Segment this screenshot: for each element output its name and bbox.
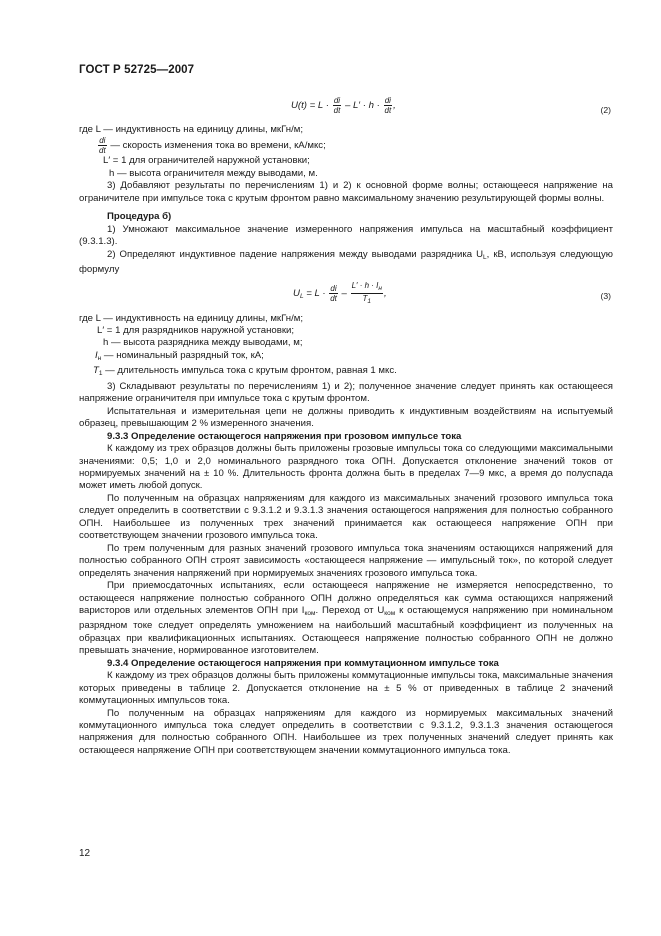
- subscript: 1: [367, 297, 372, 305]
- formula-2-lhs: U(t) = L ·: [291, 100, 329, 112]
- formula-2-middle: – L′ · h ·: [344, 100, 380, 112]
- section-9-3-3-paragraph-2: По полученным на образцах напряжениям для каждого из максимальных значений грозового импульса тока следует определить в соответствии с 9.3.1.2 и 9.3.1.3 значения остающегося напряжения для полностью собранного ОПН. Наибольшее из полученных трех значений принимается как остающееся напряжение ОПН при соответствующем значении грозового импульса тока.: [79, 492, 613, 542]
- document-header: ГОСТ Р 52725—2007: [79, 64, 195, 76]
- definition-l-prime: L′ = 1 для ограничителей наружной установки;: [103, 155, 310, 167]
- definition-fraction: [98, 136, 107, 155]
- section-9-3-3-title: 9.3.3 Определение остающегося напряжения при грозовом импульсе тока: [107, 430, 462, 442]
- fraction-numerator: di: [330, 283, 337, 293]
- definition-duration: [79, 365, 613, 380]
- subscript: L: [483, 253, 487, 261]
- symbol: T: [93, 365, 99, 377]
- subscript: L: [299, 292, 304, 300]
- procedure-b-step-2: [79, 249, 613, 277]
- section-9-3-3-paragraph-4: [79, 580, 613, 658]
- definition-height-2: h — высота разрядника между выводами, м;: [103, 337, 303, 349]
- definitions-block-1: [79, 124, 613, 205]
- fraction-denominator: dt: [99, 146, 106, 156]
- fraction-numerator: [351, 281, 383, 294]
- section-9-3-4-paragraph-2: По полученным на образцах напряжениям для каждого из нормируемых максимальных значений коммутационного импульса тока следует определить в соответствии с 9.3.1.2, 9.3.1.3 значения остающегося напряжения для полностью собранного ОПН. Наибольшее из трех полученных значений следует принять как остающееся напряжение ОПН при соответствующем значении коммутационного импульса тока.: [79, 707, 613, 756]
- fraction-denominator: dt: [384, 106, 392, 115]
- paragraph-text: При приемосдаточных испытаниях, если остающееся напряжение не измеряется непосредственно, то остающееся напряжение полностью собранного ОПН должно определяться как сумма остающихся напряжений варисторов или отдельных элементов ОПН при I: [79, 580, 613, 616]
- formula-3-tail: ,: [383, 287, 387, 299]
- document-body: [79, 94, 613, 757]
- definition-height: h — высота ограничителя между выводами, м.: [109, 167, 318, 179]
- formula-3-eq: = L ·: [303, 287, 326, 299]
- fraction-numerator: di: [99, 136, 106, 146]
- denominator-text: T: [362, 293, 368, 303]
- formula-2-fraction-2: [384, 96, 393, 115]
- definition-text: — скорость изменения тока во времени, кА/мкс;: [107, 140, 326, 152]
- definition-inductance-2: где L — индуктивность на единицу длины, мкГн/м;: [79, 312, 304, 324]
- page-number: 12: [79, 848, 91, 859]
- paragraph-step-3: 3) Добавляют результаты по перечислениям 1) и 2) к основной форме волны; остающееся напряжение на ограничителе при импульсе тока с крутым фронтом равно максимальному значению результирующей формы волны.: [79, 180, 613, 204]
- section-9-3-3: [79, 431, 613, 658]
- formula-3-lhs: U: [293, 287, 300, 299]
- definition-l-prime-2: L′ = 1 для разрядников наружной установки;: [97, 324, 295, 336]
- section-9-3-4-paragraph-1: К каждому из трех образцов должны быть приложены коммутационные импульсы тока, максимальные значения которых приведены в таблице 2. Допускается отклонение на ± 5 % от приведенных в таблице 2 значений коммутационных импульсов тока.: [79, 670, 613, 707]
- paragraph-text: к остающемуся напряжению при номинальном разрядном токе следует определять умножением на наибольший масштабный коэффициент из полученных на образцах при квалификационных испытаниях. Остающееся напряжение полностью собранного ОПН не должно превышать значение, нормированное изготовителем.: [79, 604, 613, 657]
- paragraph-text: . Переход от U: [315, 604, 385, 616]
- section-9-3-4: [79, 658, 613, 758]
- section-9-3-3-paragraph-1: К каждому из трех образцов должны быть приложены грозовые импульсы тока со следующими максимальными значениями: 0,5; 1,0 и 2,0 номинального разрядного тока ОПН. Допускается отклонение значений токов от нормируемых значений на ± 10 %. Длительность фронта должна быть в пределах 7—9 мкс, а время до полуспада может иметь любой допуск.: [79, 443, 613, 492]
- procedure-b-step-1: 1) Умножают максимальное значение измеренного напряжения импульса на масштабный коэффициент (9.3.1.3).: [79, 223, 613, 248]
- fraction-denominator: dt: [333, 106, 341, 115]
- definition-text: — длительность импульса тока с крутым фронтом, равная 1 мкс.: [102, 365, 397, 377]
- fraction-numerator: di: [333, 96, 341, 105]
- definitions-block-2: [79, 313, 613, 431]
- subscript: 1: [98, 370, 103, 378]
- formula-3-fraction-2: [351, 281, 383, 306]
- formula-3-expression: [293, 281, 387, 306]
- formula-3-number: (3): [600, 290, 611, 301]
- formula-2-number: (2): [600, 105, 611, 115]
- procedure-b: [79, 211, 613, 276]
- subscript: ком: [384, 609, 396, 617]
- fraction-denominator: dt: [330, 293, 337, 303]
- formula-2-expression: [291, 96, 396, 115]
- section-9-3-4-title: 9.3.4 Определение остающегося напряжения при коммутационном импульсе тока: [107, 657, 499, 669]
- fraction-numerator: di: [384, 96, 391, 105]
- formula-3: [79, 277, 613, 313]
- subscript: н: [97, 354, 102, 362]
- step-text-tail: , кВ, используя следующую формулу: [79, 248, 613, 276]
- numerator-text: L′ · h · I: [351, 280, 379, 290]
- definition-rated-current: [79, 350, 613, 365]
- paragraph-test-circuit: Испытательная и измерительная цепи не должны приводить к индуктивным воздействиям на испытуемый образец, превышающим 2 % измеренного значения.: [79, 405, 613, 430]
- definition-inductance: где L — индуктивность на единицу длины, мкГн/м;: [79, 124, 304, 135]
- formula-2-fraction-1: [333, 96, 342, 115]
- subscript: н: [378, 284, 382, 292]
- section-9-3-3-paragraph-3: По трем полученным для разных значений грозового импульса тока значениям остающихся напряжений для полностью собранного ОПН строят зависимость «остающееся напряжение — импульсный ток», по которой следует определять значения напряжений при нормируемых значениях грозового импульса тока.: [79, 542, 613, 579]
- step-text: 2) Определяют индуктивное падение напряжения между выводами разрядника U: [107, 248, 484, 260]
- definition-text: — номинальный разрядный ток, кА;: [101, 349, 264, 361]
- symbol: I: [95, 349, 98, 361]
- definition-current-rate: [79, 136, 613, 155]
- formula-2-tail: ,: [393, 100, 396, 112]
- formula-3-fraction-1: [329, 284, 338, 303]
- procedure-b-title: Процедура б): [107, 211, 172, 223]
- formula-3-minus: –: [341, 287, 347, 299]
- fraction-denominator: [351, 294, 383, 306]
- subscript: ком: [304, 609, 316, 617]
- paragraph-step-3-b: 3) Складывают результаты по перечислениям 1) и 2); полученное значение следует принять как остающееся напряжение ограничителя при импульсе тока с крутым фронтом.: [79, 380, 613, 405]
- formula-2: [79, 94, 613, 124]
